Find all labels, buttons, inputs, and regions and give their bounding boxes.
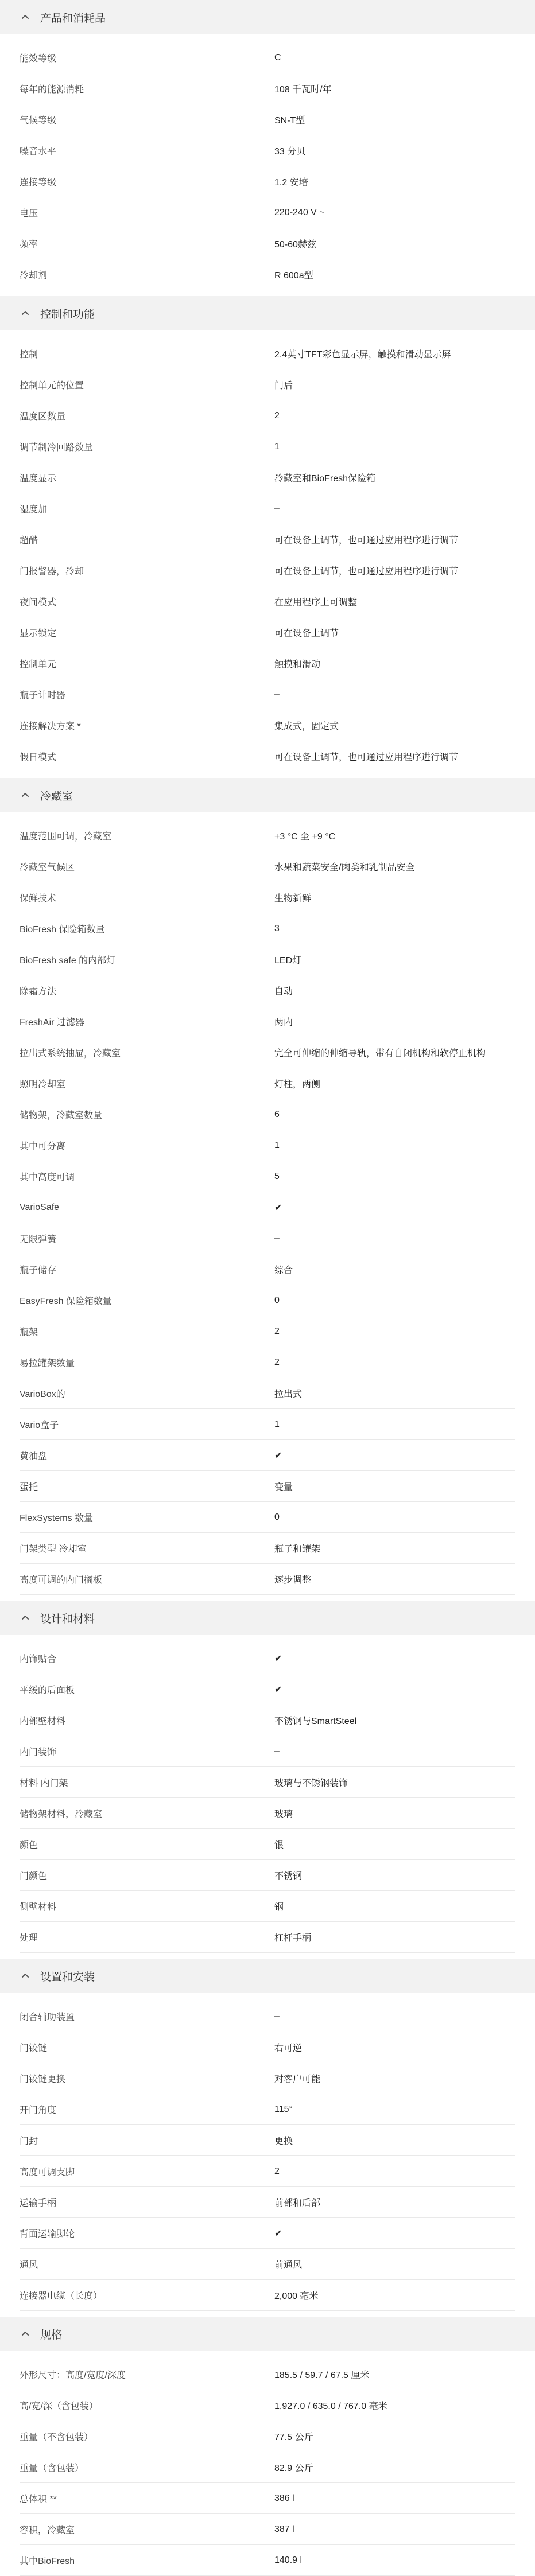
spec-label: 容积，冷藏室: [20, 2526, 75, 2535]
spec-label: 超酷: [20, 536, 38, 546]
spec-value: 115°: [274, 2104, 293, 2114]
spec-label: 总体积 **: [20, 2495, 57, 2504]
spec-value: 220-240 V ~: [274, 207, 325, 217]
spec-row: [20, 2545, 515, 2576]
spec-label: 储物架，冷藏室数量: [20, 1111, 103, 1120]
spec-value: 6: [274, 1109, 280, 1119]
spec-label: 照明冷却室: [20, 1080, 66, 1089]
spec-value: 银: [274, 1840, 284, 1850]
spec-value: 自动: [274, 987, 293, 997]
spec-row: [20, 1037, 515, 1068]
chevron-up-icon[interactable]: [20, 308, 31, 319]
spec-row: [20, 73, 515, 104]
spec-row: [20, 338, 515, 369]
spec-row: [20, 1440, 515, 1471]
spec-row: [20, 166, 515, 197]
spec-value: 可在设备上调节，也可通过应用程序进行调节: [274, 567, 459, 577]
spec-row: [20, 228, 515, 259]
spec-value: 1: [274, 1140, 280, 1150]
spec-value: 前部和后部: [274, 2198, 321, 2208]
spec-value: 不锈钢与SmartSteel: [274, 1717, 357, 1726]
spec-row: [20, 1471, 515, 1502]
spec-value: 集成式，固定式: [274, 722, 339, 731]
spec-row: [20, 882, 515, 913]
spec-row: [20, 1860, 515, 1891]
spec-row: [20, 586, 515, 617]
spec-value: 两内: [274, 1018, 293, 1028]
spec-value: 钢: [274, 1902, 284, 1912]
chevron-up-icon[interactable]: [20, 789, 31, 801]
spec-value: –: [274, 689, 280, 699]
spec-label: 瓶子计时器: [20, 691, 66, 701]
spec-section: [0, 778, 535, 1595]
spec-label: 拉出式系统抽屉，冷藏室: [20, 1049, 121, 1059]
spec-value: 0: [274, 1295, 280, 1305]
spec-value: 82.9 公斤: [274, 2464, 313, 2473]
spec-label: 侧壁材料: [20, 1902, 57, 1912]
section-title: 冷藏室: [40, 790, 73, 803]
spec-value: 77.5 公斤: [274, 2433, 313, 2442]
spec-label: 瓶架: [20, 1328, 38, 1337]
spec-label: 高/宽/深（含包装）: [20, 2402, 98, 2411]
spec-label: 温度区数量: [20, 412, 66, 422]
spec-row: [20, 2421, 515, 2452]
spec-row: [20, 1254, 515, 1285]
spec-value: ✔: [274, 1203, 282, 1213]
spec-row: [20, 431, 515, 462]
spec-row: [20, 1316, 515, 1347]
spec-value: 玻璃与不锈钢装饰: [274, 1779, 348, 1788]
spec-value: –: [274, 1746, 280, 1756]
spec-label: 控制: [20, 350, 38, 360]
spec-row: [20, 1922, 515, 1953]
chevron-up-icon[interactable]: [20, 1612, 31, 1624]
spec-row: [20, 1347, 515, 1378]
spec-value: 386 l: [274, 2493, 294, 2503]
spec-value: 185.5 / 59.7 / 67.5 厘米: [274, 2371, 370, 2380]
spec-row: [20, 1533, 515, 1564]
spec-label: 冷却剂: [20, 271, 48, 281]
spec-row: [20, 1643, 515, 1674]
spec-row: [20, 1378, 515, 1409]
spec-label: 闭合辅助装置: [20, 2013, 75, 2022]
spec-row: [20, 42, 515, 73]
spec-rows: [0, 820, 535, 1595]
spec-row: [20, 2359, 515, 2390]
spec-value: 1: [274, 1419, 280, 1429]
spec-value: 可在设备上调节: [274, 629, 339, 639]
spec-row: [20, 1161, 515, 1192]
section-title: 设置和安装: [40, 1971, 95, 1983]
spec-label: 瓶子储存: [20, 1266, 57, 1275]
spec-section: [0, 1959, 535, 2311]
spec-label: 气候等级: [20, 116, 57, 126]
spec-value: 不锈钢: [274, 1871, 303, 1881]
section-header[interactable]: [0, 0, 535, 34]
spec-rows: [0, 42, 535, 290]
spec-label: 门颜色: [20, 1871, 48, 1881]
spec-label: 背面运输脚轮: [20, 2229, 75, 2239]
spec-row: [20, 2094, 515, 2125]
spec-row: [20, 135, 515, 166]
chevron-up-icon[interactable]: [20, 1970, 31, 1982]
spec-row: [20, 2452, 515, 2483]
spec-label: 内部壁材料: [20, 1717, 66, 1726]
section-header[interactable]: [0, 1959, 535, 1993]
section-title: 设计和材料: [40, 1613, 95, 1625]
spec-label: 门架类型 冷却室: [20, 1544, 87, 1554]
spec-value: 1.2 安培: [274, 178, 308, 188]
spec-label: 蛋托: [20, 1482, 38, 1492]
spec-row: [20, 462, 515, 493]
spec-value: 387 l: [274, 2524, 294, 2534]
spec-section: [0, 1601, 535, 1953]
spec-label: EasyFresh 保险箱数量: [20, 1297, 112, 1306]
spec-value: 触摸和滑动: [274, 660, 321, 670]
spec-label: 连接器电缆（长度）: [20, 2291, 103, 2301]
spec-label: 内门装饰: [20, 1748, 57, 1757]
spec-row: [20, 1006, 515, 1037]
spec-label: 开门角度: [20, 2106, 57, 2115]
spec-value: 综合: [274, 1266, 293, 1275]
spec-label: 重量（含包装）: [20, 2464, 84, 2473]
spec-row: [20, 617, 515, 648]
spec-row: [20, 1409, 515, 1440]
chevron-up-icon[interactable]: [20, 11, 31, 23]
spec-label: 重量（不含包装）: [20, 2433, 94, 2442]
spec-label: 门铰链更换: [20, 2075, 66, 2084]
spec-value: 右可逆: [274, 2044, 303, 2053]
spec-label: 调节制冷回路数量: [20, 443, 94, 453]
spec-label: 连接解决方案 *: [20, 722, 81, 731]
spec-label: 连接等级: [20, 178, 57, 188]
spec-value: 瓶子和罐架: [274, 1544, 321, 1554]
spec-label: 门封: [20, 2137, 38, 2146]
spec-label: 储物架材料，冷藏室: [20, 1810, 103, 1819]
spec-label: 湿度加: [20, 505, 48, 515]
spec-row: [20, 1891, 515, 1922]
spec-row: [20, 1285, 515, 1316]
spec-label: 冷藏室气候区: [20, 863, 75, 873]
spec-label: 处理: [20, 1933, 38, 1943]
spec-row: [20, 2390, 515, 2421]
spec-label: 电压: [20, 209, 38, 219]
spec-row: [20, 1829, 515, 1860]
spec-row: [20, 2218, 515, 2249]
spec-row: [20, 913, 515, 944]
spec-value: 拉出式: [274, 1390, 303, 1399]
spec-value: 逐步调整: [274, 1575, 312, 1585]
section-header[interactable]: [0, 1601, 535, 1635]
spec-label: 内饰贴合: [20, 1655, 57, 1664]
spec-label: 温度显示: [20, 474, 57, 484]
spec-label: 外形尺寸：高度/宽度/深度: [20, 2371, 126, 2380]
spec-row: [20, 197, 515, 228]
spec-row: [20, 2483, 515, 2514]
spec-label: 每年的能源消耗: [20, 85, 84, 95]
spec-label: FlexSystems 数量: [20, 1513, 94, 1523]
spec-label: VarioBox的: [20, 1390, 65, 1399]
spec-label: 控制单元: [20, 660, 57, 670]
spec-value: 可在设备上调节，也可通过应用程序进行调节: [274, 536, 459, 546]
spec-row: [20, 1068, 515, 1099]
spec-value: 2: [274, 1326, 280, 1336]
spec-row: [20, 1502, 515, 1533]
spec-value: –: [274, 503, 280, 513]
spec-label: 夜间模式: [20, 598, 57, 608]
spec-label: 无限弹簧: [20, 1235, 57, 1244]
spec-row: [20, 2032, 515, 2063]
spec-row: [20, 524, 515, 555]
spec-row: [20, 2001, 515, 2032]
spec-value: 33 分贝: [274, 147, 306, 157]
spec-row: [20, 259, 515, 290]
spec-label: BioFresh safe 的内部灯: [20, 956, 116, 966]
spec-value: 1: [274, 441, 280, 452]
spec-label: 除霜方法: [20, 987, 57, 997]
spec-value: LED灯: [274, 956, 302, 966]
spec-value: 变量: [274, 1482, 293, 1492]
spec-row: [20, 2125, 515, 2156]
spec-label: 易拉罐架数量: [20, 1359, 75, 1368]
spec-label: 假日模式: [20, 753, 57, 762]
spec-row: [20, 975, 515, 1006]
spec-row: [20, 1223, 515, 1254]
spec-value: 杠杆手柄: [274, 1933, 312, 1943]
spec-row: [20, 1798, 515, 1829]
spec-value: 对客户可能: [274, 2075, 321, 2084]
spec-label: 黄油盘: [20, 1452, 48, 1461]
spec-rows: [0, 338, 535, 772]
spec-value: 108 千瓦时/年: [274, 85, 332, 95]
section-header[interactable]: [0, 2317, 535, 2351]
spec-label: 温度范围可调，冷藏室: [20, 832, 112, 842]
spec-value: ✔: [274, 2228, 282, 2239]
spec-value: 2: [274, 1357, 280, 1367]
spec-value: 更换: [274, 2137, 293, 2146]
spec-row: [20, 1564, 515, 1595]
spec-value: R 600a型: [274, 271, 313, 281]
section-header[interactable]: [0, 778, 535, 812]
spec-label: 保鲜技术: [20, 894, 57, 904]
spec-label: 平缓的后面板: [20, 1686, 75, 1695]
spec-row: [20, 1767, 515, 1798]
spec-value: 玻璃: [274, 1810, 293, 1819]
spec-value: 前通风: [274, 2260, 303, 2270]
spec-value: 门后: [274, 381, 293, 391]
spec-value: 可在设备上调节，也可通过应用程序进行调节: [274, 753, 459, 762]
spec-row: [20, 2249, 515, 2280]
spec-label: 通风: [20, 2260, 38, 2270]
spec-row: [20, 2514, 515, 2545]
spec-label: 材料 内门架: [20, 1779, 68, 1788]
spec-row: [20, 400, 515, 431]
spec-row: [20, 648, 515, 679]
spec-value: ✔: [274, 1653, 282, 1664]
spec-label: 门报警器，冷却: [20, 567, 84, 577]
spec-value: 冷藏室和BioFresh保险箱: [274, 474, 376, 484]
spec-section: [0, 2317, 535, 2576]
spec-label: 其中BioFresh: [20, 2556, 75, 2566]
spec-label: 门铰链: [20, 2044, 48, 2053]
spec-value: SN-T型: [274, 116, 305, 126]
spec-row: [20, 851, 515, 882]
spec-value: 140.9 l: [274, 2555, 303, 2565]
spec-value: ✔: [274, 1684, 282, 1695]
spec-value: 2.4英寸TFT彩色显示屏，触摸和滑动显示屏: [274, 350, 451, 360]
spec-value: 完全可伸缩的伸缩导轨，带有自闭机构和软停止机构: [274, 1049, 486, 1059]
spec-section: [0, 296, 535, 772]
spec-label: 运输手柄: [20, 2198, 57, 2208]
spec-rows: [0, 2001, 535, 2311]
spec-label: 颜色: [20, 1840, 38, 1850]
spec-value: –: [274, 2011, 280, 2021]
spec-row: [20, 104, 515, 135]
spec-row: [20, 820, 515, 851]
spec-row: [20, 2156, 515, 2187]
spec-value: 2: [274, 2166, 280, 2176]
section-header[interactable]: [0, 296, 535, 330]
spec-label: BioFresh 保险箱数量: [20, 925, 105, 935]
spec-row: [20, 1705, 515, 1736]
spec-row: [20, 944, 515, 975]
spec-row: [20, 1130, 515, 1161]
spec-row: [20, 710, 515, 741]
spec-value: –: [274, 1233, 280, 1243]
spec-value: 灯柱，两侧: [274, 1080, 321, 1089]
spec-row: [20, 2063, 515, 2094]
spec-label: VarioSafe: [20, 1202, 60, 1212]
section-title: 产品和消耗品: [40, 12, 106, 25]
spec-row: [20, 2187, 515, 2218]
spec-label: 高度可调的内门搁板: [20, 1575, 103, 1585]
spec-row: [20, 555, 515, 586]
spec-value: 2: [274, 410, 280, 421]
spec-label: 能效等级: [20, 54, 57, 64]
spec-label: 噪音水平: [20, 147, 57, 157]
spec-row: [20, 679, 515, 710]
spec-row: [20, 1192, 515, 1223]
section-title: 规格: [40, 2329, 63, 2341]
section-title: 控制和功能: [40, 308, 95, 321]
spec-value: 1,927.0 / 635.0 / 767.0 毫米: [274, 2402, 387, 2411]
spec-rows: [0, 2359, 535, 2576]
spec-label: FreshAir 过滤器: [20, 1018, 84, 1028]
spec-value: +3 °C 至 +9 °C: [274, 832, 336, 842]
spec-row: [20, 741, 515, 772]
chevron-up-icon[interactable]: [20, 2328, 31, 2340]
spec-label: 其中高度可调: [20, 1173, 75, 1182]
spec-value: 在应用程序上可调整: [274, 598, 358, 608]
spec-row: [20, 493, 515, 524]
spec-value: 0: [274, 1512, 280, 1522]
spec-row: [20, 1736, 515, 1767]
spec-rows: [0, 1643, 535, 1953]
spec-value: C: [274, 52, 281, 63]
spec-value: 5: [274, 1171, 280, 1181]
spec-row: [20, 1674, 515, 1705]
spec-row: [20, 369, 515, 400]
spec-label: 显示锁定: [20, 629, 57, 639]
spec-label: 频率: [20, 240, 38, 250]
spec-label: 其中可分离: [20, 1142, 66, 1151]
spec-value: ✔: [274, 1450, 282, 1461]
spec-label: 高度可调支脚: [20, 2168, 75, 2177]
spec-value: 3: [274, 923, 280, 933]
spec-value: 2,000 毫米: [274, 2291, 319, 2301]
spec-label: 控制单元的位置: [20, 381, 84, 391]
spec-row: [20, 2280, 515, 2311]
spec-value: 50-60赫兹: [274, 240, 316, 250]
spec-row: [20, 1099, 515, 1130]
spec-label: Vario盒子: [20, 1421, 59, 1430]
spec-value: 生物新鲜: [274, 894, 312, 904]
spec-value: 水果和蔬菜安全/肉类和乳制品安全: [274, 863, 415, 873]
spec-section: [0, 0, 535, 290]
